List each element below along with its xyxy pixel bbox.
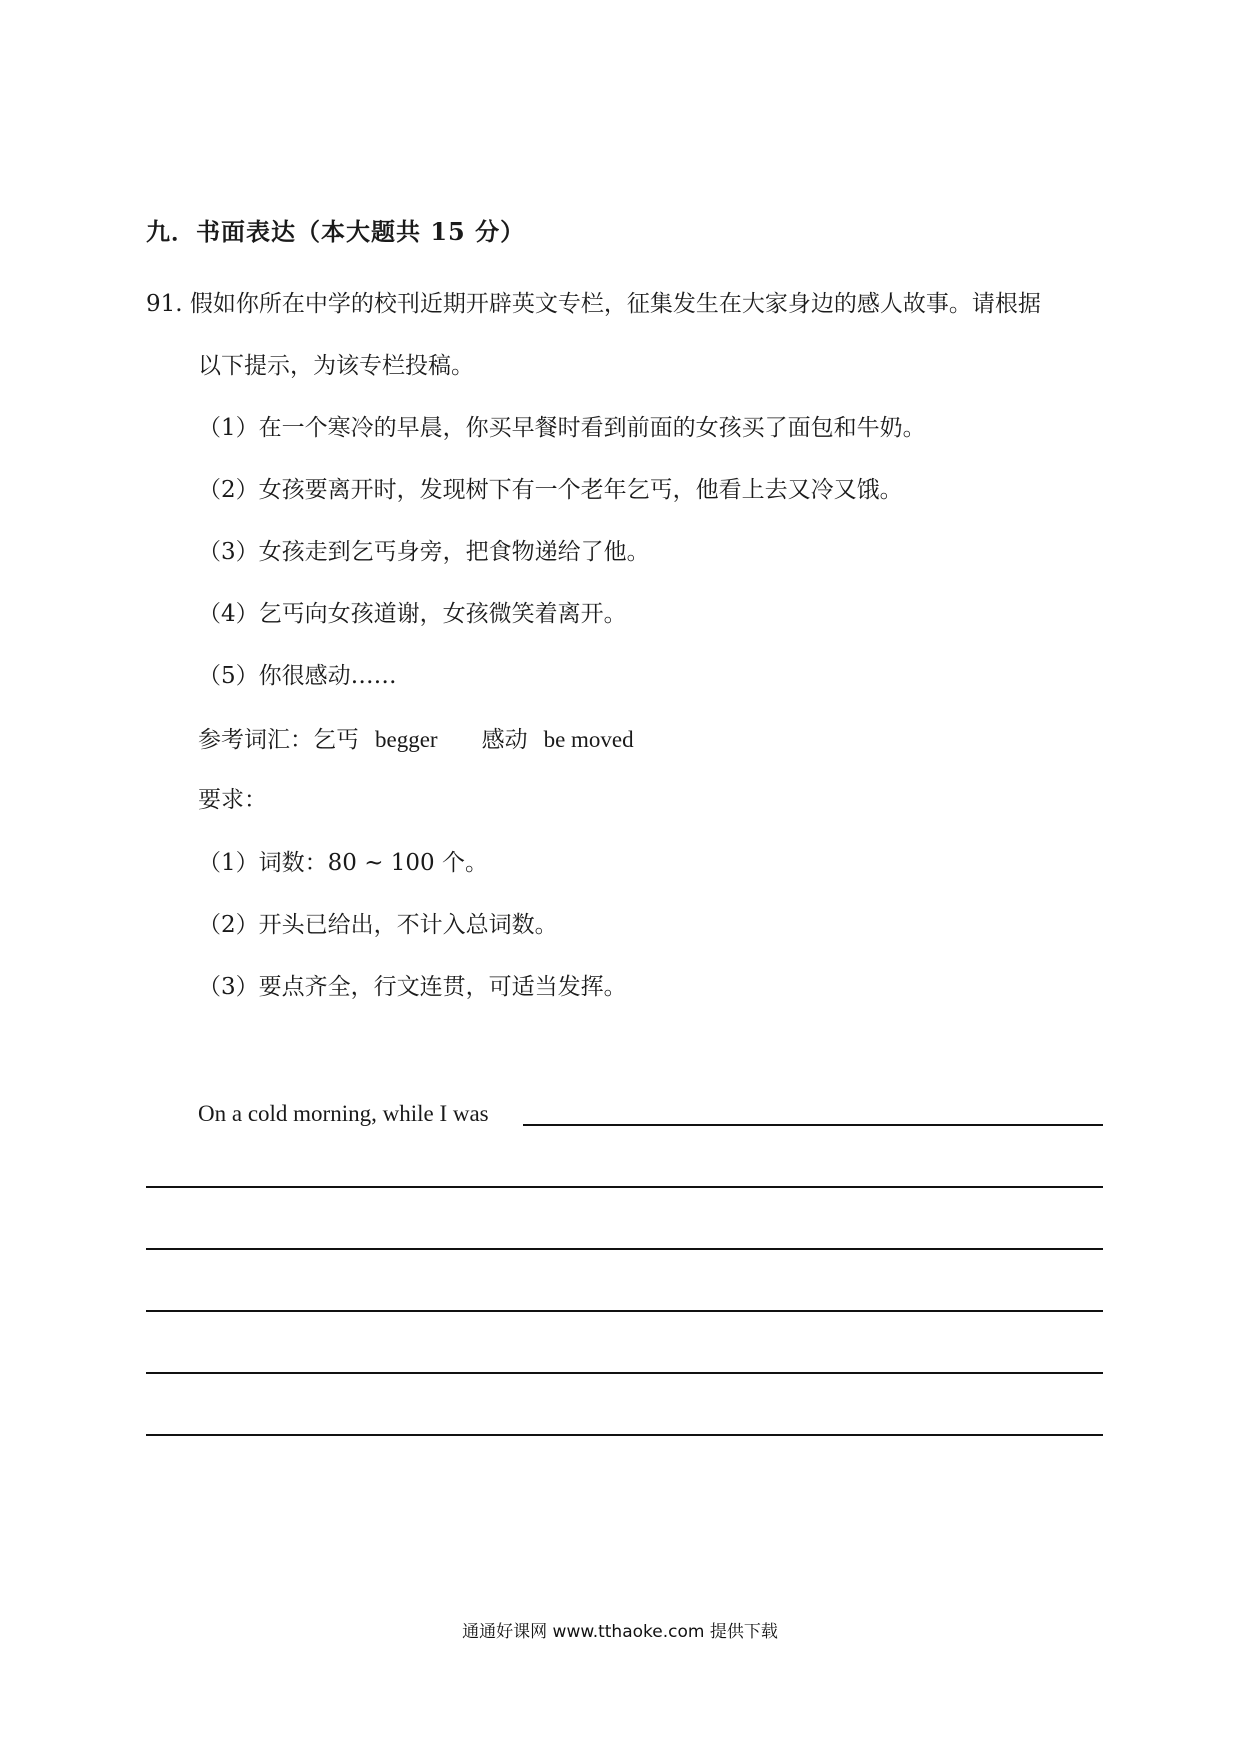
reference-vocabulary — [198, 728, 634, 752]
hint-item: （1）在一个寒冷的早晨，你买早餐时看到前面的女孩买了面包和牛奶。 — [198, 415, 926, 441]
answer-line[interactable] — [523, 1124, 1103, 1126]
requirement-item: （2）开头已给出，不计入总词数。 — [198, 912, 558, 938]
hint-item: （5）你很感动…… — [198, 663, 397, 689]
answer-opening-sentence: On a cold morning, while I was — [198, 1101, 489, 1126]
vocab-word1-cn: 乞丐 — [313, 727, 359, 753]
question-prompt-line-2: 以下提示，为该专栏投稿。 — [198, 353, 474, 379]
hint-item: （3）女孩走到乞丐身旁，把食物递给了他。 — [198, 539, 650, 565]
vocab-label: 参考词汇： — [198, 727, 313, 753]
answer-line[interactable] — [146, 1310, 1103, 1312]
question-prompt-line-1: 91. 假如你所在中学的校刊近期开辟英文专栏，征集发生在大家身边的感人故事。请根据 — [146, 291, 1041, 317]
section-title: 九．书面表达（本大题共 15 分） — [146, 217, 526, 246]
vocab-word2-en: be moved — [543, 727, 634, 752]
vocab-word2-cn: 感动 — [481, 727, 528, 753]
answer-line[interactable] — [146, 1372, 1103, 1374]
requirements-title: 要求： — [198, 787, 267, 813]
hint-item: （2）女孩要离开时，发现树下有一个老年乞丐，他看上去又冷又饿。 — [198, 477, 903, 503]
vocab-word1-en: begger — [375, 727, 438, 752]
hint-item: （4）乞丐向女孩道谢，女孩微笑着离开。 — [198, 601, 627, 627]
footer-source-note: 通通好课网 www.tthaoke.com 提供下载 — [462, 1622, 778, 1642]
answer-line[interactable] — [146, 1248, 1103, 1250]
answer-line[interactable] — [146, 1434, 1103, 1436]
requirement-item: （1）词数：80 ~ 100 个。 — [198, 850, 489, 876]
requirement-item: （3）要点齐全，行文连贯，可适当发挥。 — [198, 974, 627, 1000]
answer-line[interactable] — [146, 1186, 1103, 1188]
